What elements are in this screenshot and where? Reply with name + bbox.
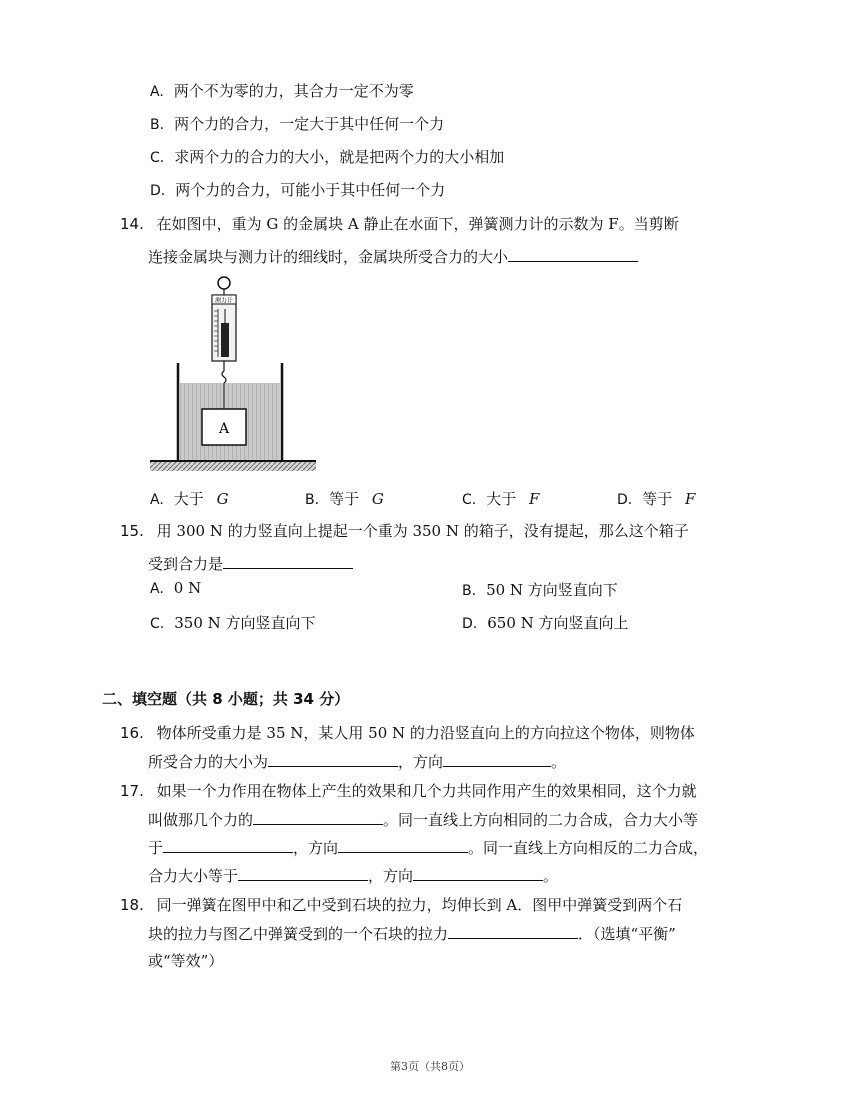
q15-option-a: A. 0 N [150,579,202,597]
q17-blank-4[interactable] [238,864,368,881]
q16-blank-magnitude[interactable] [268,750,398,767]
q14-option-d: D. 等于 F [617,490,696,508]
block-label: A [218,421,230,437]
q13-option-d: D. 两个力的合力，可能小于其中任何一个力 [150,181,446,199]
hook [222,371,226,383]
q15-option-b: B. 50 N 方向竖直向下 [462,581,618,599]
q13-option-b: B. 两个力的合力，一定大于其中任何一个力 [150,115,445,133]
q13-option-a: A. 两个不为零的力，其合力一定不为零 [150,82,414,100]
q16-line1: 16. 物体所受重力是 35 N，某人用 50 N 的力沿竖直向上的方向拉这个物体，则物体 [120,724,695,742]
q15-option-c: C. 350 N 方向竖直向下 [150,614,316,632]
q17-line2: 叫做那几个力的 。同一直线上方向相同的二力合成，合力大小等 [148,808,698,830]
q15-option-d: D. 650 N 方向竖直向上 [462,614,629,632]
q14-line2: 连接金属块与测力计的细线时，金属块所受合力的大小 [148,245,638,267]
q17-line1: 17. 如果一个力作用在物体上产生的效果和几个力共同作用产生的效果相同，这个力就 [120,782,697,800]
q18-line3: 或“等效”） [148,952,224,970]
page-footer: 第3页（共8页） [390,1060,470,1073]
q14-figure [148,275,318,475]
ground [150,461,316,471]
q17-blank-5[interactable] [413,864,543,881]
q15-line2: 受到合力是 [148,552,353,574]
q17-line4: 合力大小等于 ，方向 。 [148,864,558,886]
q14-answer-blank[interactable] [508,245,638,262]
meter-label: 测力计 [214,297,234,305]
q18-line2: 块的拉力与图乙中弹簧受到的一个石块的拉力 ．（选填“平衡” [148,922,676,944]
q14-option-b: B. 等于 G [305,490,384,508]
q17-line3: 于 ，方向 。同一直线上方向相反的二力合成， [148,836,708,858]
section-title: 二、填空题（共 8 小题；共 34 分） [102,690,350,708]
q17-blank-2[interactable] [163,836,293,853]
q18-answer-blank[interactable] [448,922,578,939]
q14-option-a: A. 大于 G [150,490,229,508]
q16-blank-direction[interactable] [443,750,551,767]
q18-line1: 18. 同一弹簧在图甲中和乙中受到石块的拉力，均伸长到 A．图甲中弹簧受到两个石 [120,896,683,914]
q16-line2: 所受合力的大小为 ，方向 。 [148,750,566,772]
q14-option-c: C. 大于 F [462,490,540,508]
q17-blank-1[interactable] [253,808,383,825]
q13-option-c: C. 求两个力的合力的大小，就是把两个力的大小相加 [150,148,505,166]
q14-line1: 14. 在如图中，重为 G 的金属块 A 静止在水面下，弹簧测力计的示数为 F。当剪断 [120,215,679,233]
meter-ring [218,277,230,289]
spring-coil [221,323,229,357]
q15-answer-blank[interactable] [223,552,353,569]
q17-blank-3[interactable] [338,836,468,853]
q15-line1: 15. 用 300 N 的力竖直向上提起一个重为 350 N 的箱子，没有提起，那么这个箱子 [120,522,689,540]
